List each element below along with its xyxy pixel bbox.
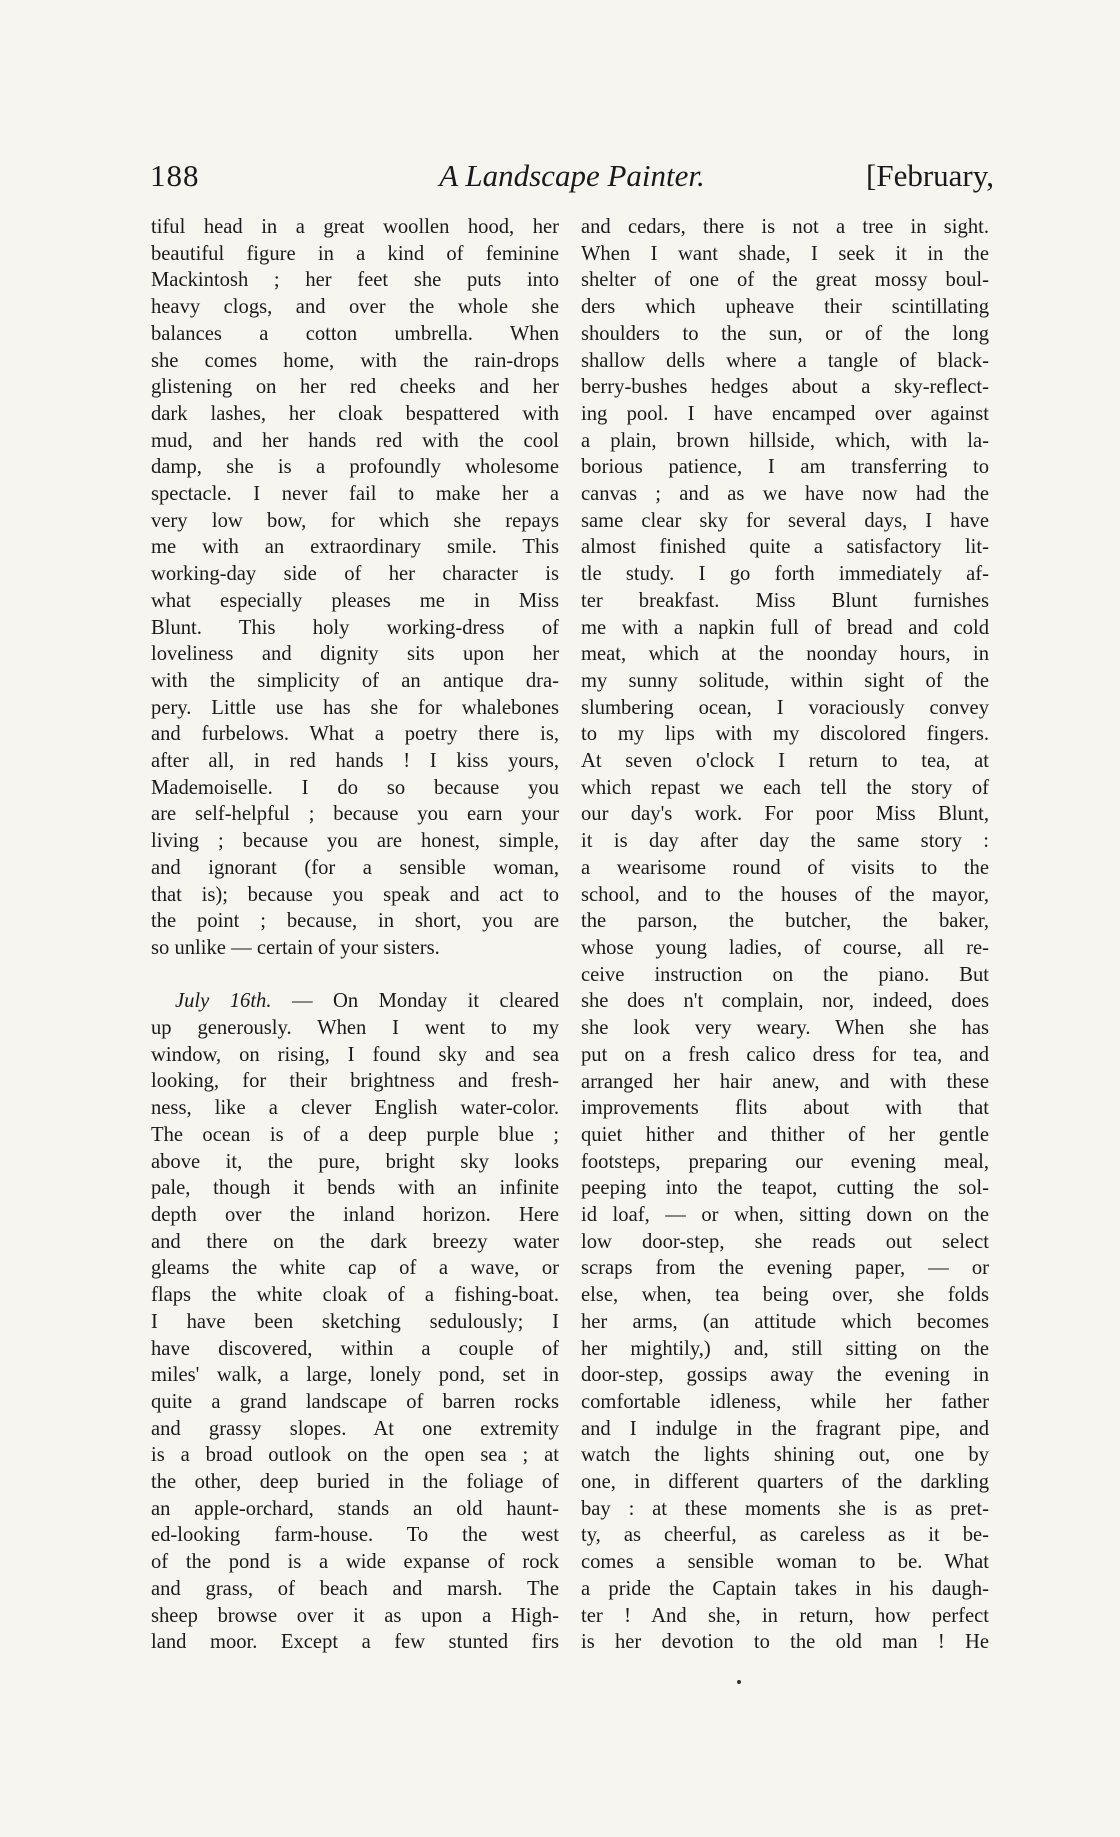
text-line: pale, though it bends with an infinite	[151, 1177, 559, 1200]
text-line: one, in different quarters of the darkling	[581, 1471, 989, 1494]
text-line: very low bow, for which she repays	[151, 509, 559, 532]
text-line: with the simplicity of an antique dra-	[151, 669, 559, 692]
text-line: me with a napkin full of bread and cold	[581, 616, 989, 639]
text-line: up generously. When I went to my	[151, 1017, 559, 1040]
text-line: a plain, brown hillside, which, with la-	[581, 429, 989, 452]
text-line: ter ! And she, in return, how perfect	[581, 1604, 989, 1627]
text-line: our day's work. For poor Miss Blunt,	[581, 803, 989, 826]
text-line: and grass, of beach and marsh. The	[151, 1577, 559, 1600]
text-line: quite a grand landscape of barren rocks	[151, 1390, 559, 1413]
text-line: working-day side of her character is	[151, 563, 559, 586]
text-line: arranged her hair anew, and with these	[581, 1070, 989, 1093]
paragraph-right	[581, 214, 989, 1656]
text-line: a wearisome round of visits to the	[581, 856, 989, 879]
paragraph-continued	[151, 214, 559, 962]
text-line: quiet hither and thither of her gentle	[581, 1123, 989, 1146]
text-line: borious patience, I am transferring to	[581, 456, 989, 479]
text-line: improvements flits about with that	[581, 1097, 989, 1120]
text-line: low door-step, she reads out select	[581, 1230, 989, 1253]
text-line: whose young ladies, of course, all re-	[581, 936, 989, 959]
text-line: canvas ; and as we have now had the	[581, 483, 989, 506]
text-line: footsteps, preparing our evening meal,	[581, 1150, 989, 1173]
text-line: comes a sensible woman to be. What	[581, 1551, 989, 1574]
running-header	[150, 158, 994, 198]
text-line: spectacle. I never fail to make her a	[151, 483, 559, 506]
page-number: 188	[150, 158, 200, 193]
text-line: loveliness and dignity sits upon her	[151, 643, 559, 666]
text-line: Mackintosh ; her feet she puts into	[151, 269, 559, 292]
text-line: and cedars, there is not a tree in sight.	[581, 216, 989, 238]
text-line: beautiful figure in a kind of feminine	[151, 242, 559, 265]
text-line: to my lips with my discolored fingers.	[581, 723, 989, 746]
text-line: an apple-orchard, stands an old haunt-	[151, 1497, 559, 1520]
text-line: id loaf, — or when, sitting down on the	[581, 1204, 989, 1227]
text-line: that is); because you speak and act to	[151, 883, 559, 906]
text-line: damp, she is a profoundly wholesome	[151, 456, 559, 479]
text-line: bay : at these moments she is as pret-	[581, 1497, 989, 1520]
text-line: mud, and her hands red with the cool	[151, 429, 559, 452]
text-line: meat, which at the noonday hours, in	[581, 643, 989, 666]
text-line: ty, as cheerful, as careless as it be-	[581, 1524, 989, 1547]
text-line: Blunt. This holy working-dress of	[151, 616, 559, 639]
text-line: land moor. Except a few stunted firs	[151, 1631, 559, 1654]
text-line: ter breakfast. Miss Blunt furnishes	[581, 589, 989, 612]
text-line: peeping into the teapot, cutting the sol-	[581, 1177, 989, 1200]
text-line: her mightily,) and, still sitting on the	[581, 1337, 989, 1360]
text-line: sheep browse over it as upon a High-	[151, 1604, 559, 1627]
text-line: watch the lights shining out, one by	[581, 1444, 989, 1467]
text-line: and grassy slopes. At one extremity	[151, 1417, 559, 1440]
text-line: is a broad outlook on the open sea ; at	[151, 1444, 559, 1467]
text-line: have discovered, within a couple of	[151, 1337, 559, 1360]
text-line-first	[151, 988, 559, 1015]
text-line: looking, for their brightness and fresh-	[151, 1070, 559, 1093]
text-line: shoulders to the sun, or of the long	[581, 322, 989, 345]
text-line: Mademoiselle. I do so because you	[151, 776, 559, 799]
text-line: almost finished quite a satisfactory lit-	[581, 536, 989, 559]
text-line: At seven o'clock I return to tea, at	[581, 750, 989, 773]
text-line: heavy clogs, and over the whole she	[151, 296, 559, 319]
text-line: the parson, the butcher, the baker,	[581, 910, 989, 933]
text-line: glistening on her red cheeks and her	[151, 376, 559, 399]
text-line: window, on rising, I found sky and sea	[151, 1043, 559, 1066]
text-line: my sunny solitude, within sight of the	[581, 669, 989, 692]
text-line: school, and to the houses of the mayor,	[581, 883, 989, 906]
text-line: The ocean is of a deep purple blue ;	[151, 1123, 559, 1146]
text-line: gleams the white cap of a wave, or	[151, 1257, 559, 1280]
month-label: [February,	[866, 158, 994, 193]
text-line: is her devotion to the old man ! He	[581, 1631, 989, 1654]
text-line: ceive instruction on the piano. But	[581, 963, 989, 986]
text-line: scraps from the evening paper, — or	[581, 1257, 989, 1280]
text-line: and there on the dark breezy water	[151, 1230, 559, 1253]
text-line: berry-bushes hedges about a sky-reflect-	[581, 376, 989, 399]
text-line: she comes home, with the rain-drops	[151, 349, 559, 372]
text-line: else, when, tea being over, she folds	[581, 1284, 989, 1307]
text-line: ness, like a clever English water-color.	[151, 1097, 559, 1120]
text-line: tiful head in a great woollen hood, her	[151, 216, 559, 238]
text-line: living ; because you are honest, simple,	[151, 830, 559, 853]
paragraph-july-16	[151, 988, 559, 1656]
text-line: which repast we each tell the story of	[581, 776, 989, 799]
text-line: a pride the Captain takes in his daugh-	[581, 1577, 989, 1600]
text-line: she look very weary. When she has	[581, 1017, 989, 1040]
text-line: door-step, gossips away the evening in	[581, 1364, 989, 1387]
text-line: the point ; because, in short, you are	[151, 910, 559, 933]
entry-date: July 16th.	[175, 990, 272, 1013]
text-line: flaps the white cloak of a fishing-boat.	[151, 1284, 559, 1307]
text-line: miles' walk, a large, lonely pond, set in	[151, 1364, 559, 1387]
entry-first-line-text: — On Monday it cleared	[271, 990, 559, 1013]
text-line: tle study. I go forth immediately af-	[581, 563, 989, 586]
text-line: depth over the inland horizon. Here	[151, 1204, 559, 1226]
text-line: and ignorant (for a sensible woman,	[151, 856, 559, 879]
left-column	[151, 214, 559, 1656]
text-line: ed-looking farm-house. To the west	[151, 1524, 559, 1547]
text-line: comfortable idleness, while her father	[581, 1390, 989, 1413]
text-line: ders which upheave their scintillating	[581, 296, 989, 319]
text-line: balances a cotton umbrella. When	[151, 322, 559, 345]
text-line: and furbelows. What a poetry there is,	[151, 723, 559, 746]
text-line: she does n't complain, nor, indeed, does	[581, 990, 989, 1013]
text-line: above it, the pure, bright sky looks	[151, 1150, 559, 1173]
text-line: I have been sketching sedulously; I	[151, 1310, 559, 1333]
text-line: of the pond is a wide expanse of rock	[151, 1551, 559, 1574]
right-column	[581, 214, 989, 1656]
text-line: the other, deep buried in the foliage of	[151, 1471, 559, 1494]
text-line: and I indulge in the fragrant pipe, and	[581, 1417, 989, 1440]
text-line: dark lashes, her cloak bespattered with	[151, 402, 559, 425]
text-line: so unlike — certain of your sisters.	[151, 936, 440, 959]
printer-mark	[737, 1680, 741, 1684]
text-line: her arms, (an attitude which becomes	[581, 1310, 989, 1333]
text-line: after all, in red hands ! I kiss yours,	[151, 750, 559, 773]
text-line: slumbering ocean, I voraciously convey	[581, 696, 989, 719]
text-line: shelter of one of the great mossy boul-	[581, 269, 989, 292]
text-line: it is day after day the same story :	[581, 830, 989, 853]
running-title: A Landscape Painter.	[439, 158, 705, 193]
text-line: shallow dells where a tangle of black-	[581, 349, 989, 372]
text-line: are self-helpful ; because you earn your	[151, 803, 559, 826]
text-line: same clear sky for several days, I have	[581, 509, 989, 532]
text-line: When I want shade, I seek it in the	[581, 242, 989, 265]
text-line: pery. Little use has she for whalebones	[151, 696, 559, 719]
text-line: what especially pleases me in Miss	[151, 589, 559, 612]
text-line: put on a fresh calico dress for tea, and	[581, 1043, 989, 1066]
text-line: me with an extraordinary smile. This	[151, 536, 559, 559]
text-line: ing pool. I have encamped over against	[581, 402, 989, 425]
